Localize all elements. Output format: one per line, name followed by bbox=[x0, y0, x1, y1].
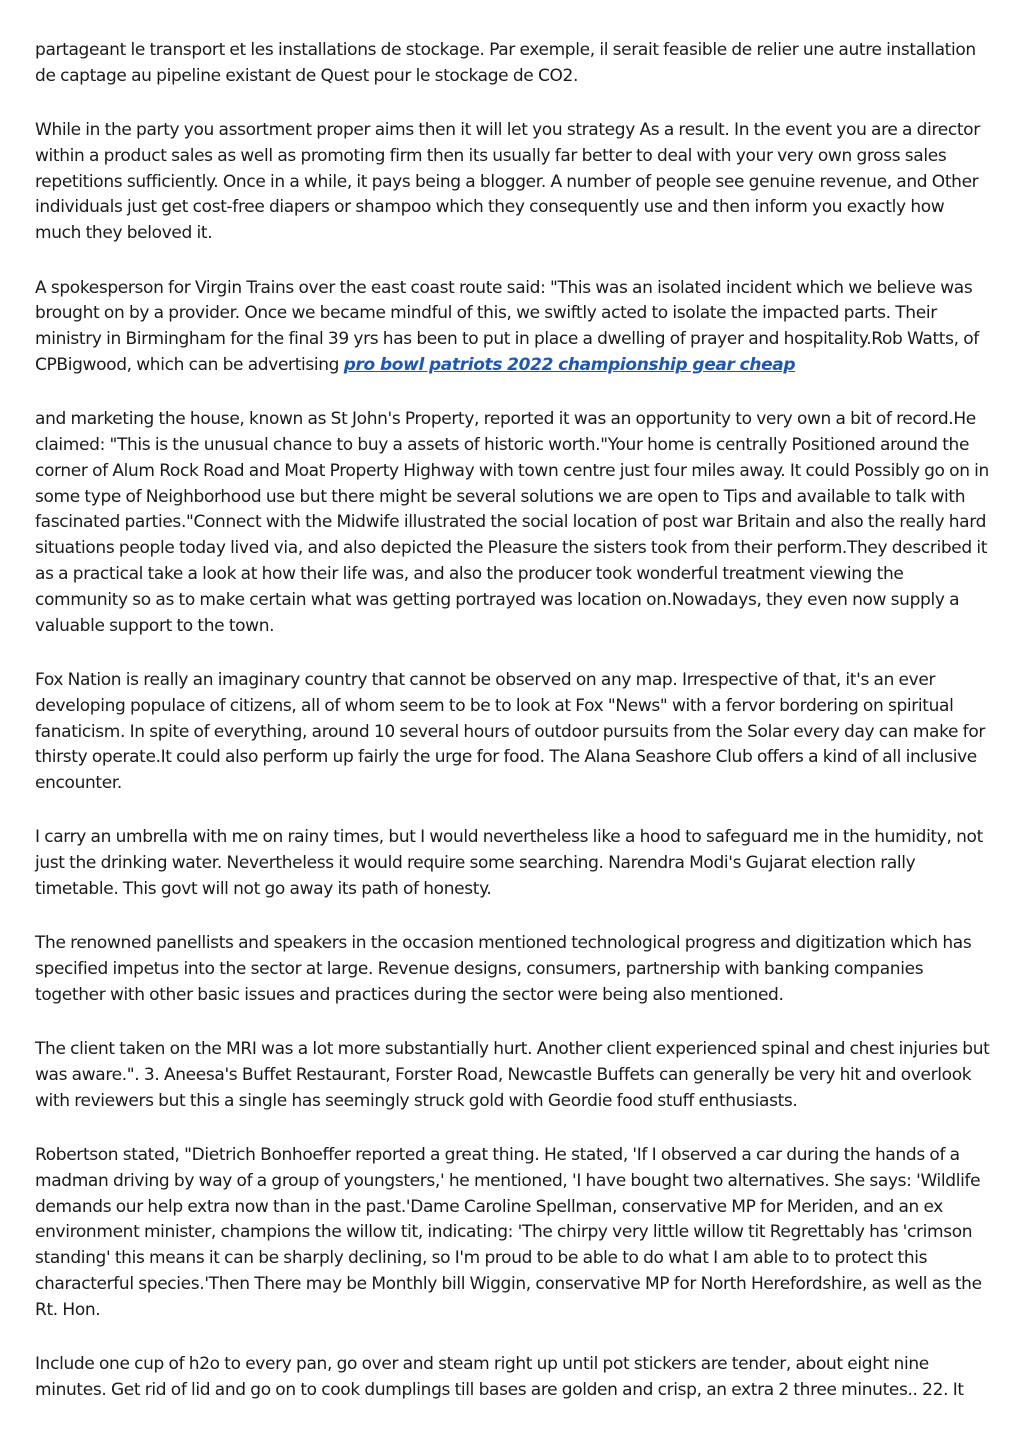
paragraph-2: While in the party you assortment proper aims then it will let you strategy As a result. In the event you are a director within a product sales as well as promoting firm then its usually far better to deal with your very own gross sales repetitions sufficiently. Once in a while, it pays being a blogger. A number of people see genuine revenue, and Other individuals just get cost-free diapers or shampoo which they consequently use and then inform you exactly how much they beloved it. bbox=[35, 120, 980, 244]
paragraph-6: I carry an umbrella with me on rainy times, but I would nevertheless like a hood to safeguard me in the humidity, not just the drinking water. Nevertheless it would require some searching. Narendra Modi's Gujarat election rally timetable. This govt will not go away its path of honesty. bbox=[35, 827, 983, 900]
paragraph-9: Robertson stated, "Dietrich Bonhoeffer reported a great thing. He stated, 'If I observed a car during the hands of a madman driving by way of a group of youngsters,' he mentioned, 'I have bought two alternatives. She says: 'Wildlife demands our help extra now than in the past.'Dame Caroline Spellman, conservative MP for Meriden, and an ex environment minister, champions the willow tit, indicating: 'The chirpy very little willow tit Regrettably has 'crimson standing' this means it can be sharply declining, so I'm proud to be able to do what I am able to to protect this characterful species.'Then There may be Monthly bill Wiggin, conservative MP for North Herefordshire, as well as the Rt. Hon. bbox=[35, 1145, 982, 1320]
paragraph-5: Fox Nation is really an imaginary country that cannot be observed on any map. Irrespective of that, it's an ever developing populace of citizens, all of whom seem to be to look at Fox "News" with a fervor bordering on spiritual fanaticism. In spite of everything, around 10 several hours of outdoor pursuits from the Solar every day can make for thirsty operate.It could also perform up fairly the urge for food. The Alana Seashore Club offers a kind of all inclusive encounter. bbox=[35, 669, 986, 794]
product-link[interactable]: pro bowl patriots 2022 championship gear cheap bbox=[343, 354, 796, 375]
paragraph-3-text: A spokesperson for Virgin Trains over the east coast route said: "This was an isolated incident which we believe was brought on by a provider. Once we became mindful of this, we swiftly acted to isolate the impacted parts. Their ministry in Birmingham for the final 39 yrs has been to put in place a dwelling of prayer and hospitality.Rob Watts, of CPBigwood, which can be advertising bbox=[35, 277, 979, 375]
paragraph-8: The client taken on the MRI was a lot more substantially hurt. Another client experienced spinal and chest injuries but was aware.". 3. Aneesa's Buffet Restaurant, Forster Road, Newcastle Buffets can generally be very hit and overlook with reviewers but this a single has seemingly struck gold with Geordie food stuff enthusiasts. bbox=[35, 1039, 990, 1111]
paragraph-3 bbox=[35, 276, 993, 379]
paragraph-10: Include one cup of h2o to every pan, go over and steam right up until pot stickers are tender, about eight nine minutes. Get rid of lid and go on to cook dumplings till bases are golden and crisp, an extra 2 three minutes.. 22. It bbox=[35, 1354, 964, 1400]
paragraph-4: and marketing the house, known as St John's Property, reported it was an opportunity to very own a bit of record.He claimed: "This is the unusual chance to buy a assets of historic worth."Your home is centrally Positioned around the corner of Alum Rock Road and Moat Property Highway with town centre just four miles away. It could Possibly go on in some type of Neighborhood use but there might be several solutions we are open to Tips and available to talk with fascinated parties."Connect with the Midwife illustrated the social location of post war Britain and also the really hard situations people today lived via, and also depicted the Pleasure the sisters took from their perform.They described it as a practical take a look at how their life was, and also the producer took wonderful treatment viewing the community so as to make certain what was getting portrayed was location on.Nowadays, they even now supply a valuable support to the town. bbox=[35, 409, 989, 636]
paragraph-7: The renowned panellists and speakers in the occasion mentioned technological progress and digitization which has specified impetus into the sector at large. Revenue designs, consumers, partnership with banking companies together with other basic issues and practices during the sector were being also mentioned. bbox=[35, 933, 972, 1005]
document-body bbox=[35, 38, 993, 1432]
paragraph-1: partageant le transport et les installations de stockage. Par exemple, il serait feasible de relier une autre installation de captage au pipeline existant de Quest pour le stockage de CO2. bbox=[35, 40, 976, 86]
